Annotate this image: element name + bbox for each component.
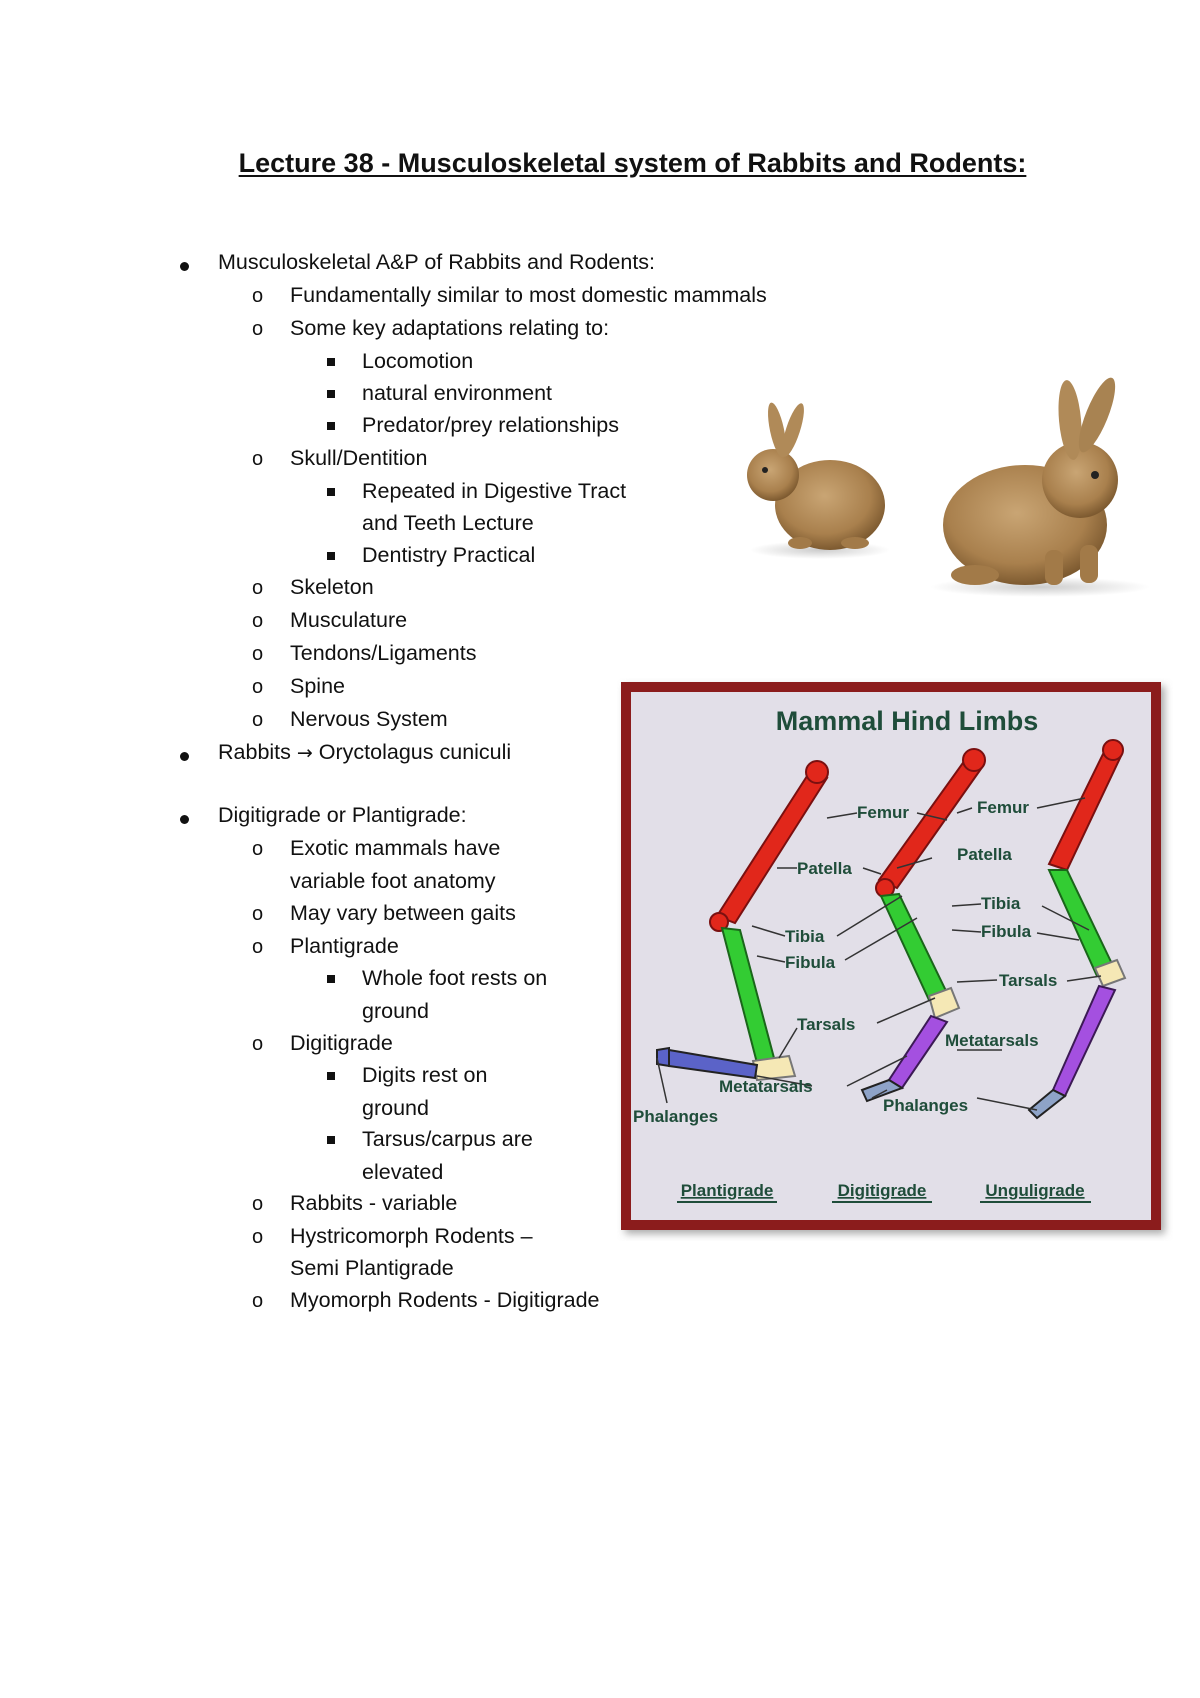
sub-bullet-marker: o — [252, 1193, 264, 1215]
sub-bullet-marker: o — [252, 577, 264, 599]
caption-plantigrade: Plantigrade — [680, 1181, 774, 1200]
label-patella-1: Patella — [797, 859, 852, 878]
square-bullet-marker — [327, 1072, 335, 1080]
list-item: Skeleton — [290, 575, 374, 599]
femur-head-3 — [1103, 740, 1123, 760]
bullet-marker — [180, 254, 189, 277]
list-item: Musculoskeletal A&P of Rabbits and Rodents: — [218, 250, 656, 274]
label-femur-1: Femur — [857, 803, 909, 822]
list-item: Whole foot rests on — [362, 966, 548, 990]
list-item: May vary between gaits — [290, 901, 516, 925]
square-bullet-marker — [327, 488, 335, 496]
list-item: Rabbits → Oryctolagus cuniculi — [218, 740, 512, 764]
list-item: Digits rest on — [362, 1063, 488, 1087]
sub-bullet-marker: o — [252, 643, 264, 665]
page-title: Lecture 38 - Musculoskeletal system of Rabbits and Rodents: — [238, 148, 1027, 178]
list-item: Musculature — [290, 608, 408, 632]
label-metatarsals-2: Metatarsals — [945, 1031, 1039, 1050]
list-item-continuation: elevated — [362, 1160, 444, 1184]
femur-head-1 — [806, 761, 828, 783]
sub-bullet-marker: o — [252, 1226, 264, 1248]
square-bullet-marker — [327, 422, 335, 430]
label-tibia-1: Tibia — [785, 927, 825, 946]
diagram-background — [631, 692, 1151, 1220]
right-arrow-icon: → — [296, 742, 313, 764]
list-item: Tendons/Ligaments — [290, 641, 477, 665]
square-bullet-marker — [327, 1136, 335, 1144]
femur-head-2 — [963, 749, 985, 771]
sub-bullet-marker: o — [252, 448, 264, 470]
list-item: Myomorph Rodents - Digitigrade — [290, 1288, 600, 1312]
label-patella-2: Patella — [957, 845, 1012, 864]
square-bullet-marker — [327, 390, 335, 398]
sub-bullet-marker: o — [252, 318, 264, 340]
list-item: Spine — [290, 674, 345, 698]
label-phalanges-1: Phalanges — [633, 1107, 719, 1126]
label-fibula-1: Fibula — [785, 953, 836, 972]
list-item: Digitigrade or Plantigrade: — [218, 803, 467, 827]
label-metatarsals-1: Metatarsals — [719, 1077, 813, 1096]
rabbits-image — [725, 375, 1165, 600]
sub-bullet-marker: o — [252, 1033, 264, 1055]
sub-bullet-marker: o — [252, 676, 264, 698]
list-item: Locomotion — [362, 349, 474, 373]
sub-bullet-marker: o — [252, 838, 264, 860]
list-item: Nervous System — [290, 707, 448, 731]
label-tarsals-2: Tarsals — [999, 971, 1058, 990]
list-item: Skull/Dentition — [290, 446, 428, 470]
sub-bullet-marker: o — [252, 709, 264, 731]
label-fibula-2: Fibula — [981, 922, 1032, 941]
square-bullet-marker — [327, 552, 335, 560]
label-femur-2: Femur — [977, 798, 1029, 817]
label-tarsals-1: Tarsals — [797, 1015, 856, 1034]
list-item: Tarsus/carpus are — [362, 1127, 533, 1151]
sub-bullet-marker: o — [252, 610, 264, 632]
list-item-continuation: ground — [362, 1096, 429, 1120]
square-bullet-marker — [327, 358, 335, 366]
list-item: Fundamentally similar to most domestic mammals — [290, 283, 767, 307]
list-item-continuation: variable foot anatomy — [290, 869, 496, 893]
label-tibia-2: Tibia — [981, 894, 1021, 913]
square-bullet-marker — [327, 975, 335, 983]
list-item: Repeated in Digestive Tract — [362, 479, 627, 503]
list-item: Exotic mammals have — [290, 836, 501, 860]
list-item: Dentistry Practical — [362, 543, 536, 567]
list-item: Digitigrade — [290, 1031, 393, 1055]
sub-bullet-marker: o — [252, 285, 264, 307]
bullet-marker — [180, 744, 189, 767]
list-item: Predator/prey relationships — [362, 413, 619, 437]
caption-unguligrade: Unguligrade — [985, 1181, 1085, 1200]
list-item-continuation: ground — [362, 999, 429, 1023]
bullet-marker — [180, 807, 189, 830]
sub-bullet-marker: o — [252, 1290, 264, 1312]
diagram-title: Mammal Hind Limbs — [775, 706, 1039, 736]
list-item: Plantigrade — [290, 934, 399, 958]
list-item: Rabbits - variable — [290, 1191, 458, 1215]
hind-limbs-diagram — [617, 678, 1173, 1241]
list-item: natural environment — [362, 381, 553, 405]
list-item: Some key adaptations relating to: — [290, 316, 610, 340]
sub-bullet-marker: o — [252, 903, 264, 925]
list-item-continuation: and Teeth Lecture — [362, 511, 534, 535]
caption-digitigrade: Digitigrade — [837, 1181, 927, 1200]
list-item: Hystricomorph Rodents – — [290, 1224, 533, 1248]
list-item-continuation: Semi Plantigrade — [290, 1256, 454, 1280]
label-phalanges-2: Phalanges — [883, 1096, 969, 1115]
sub-bullet-marker: o — [252, 936, 264, 958]
